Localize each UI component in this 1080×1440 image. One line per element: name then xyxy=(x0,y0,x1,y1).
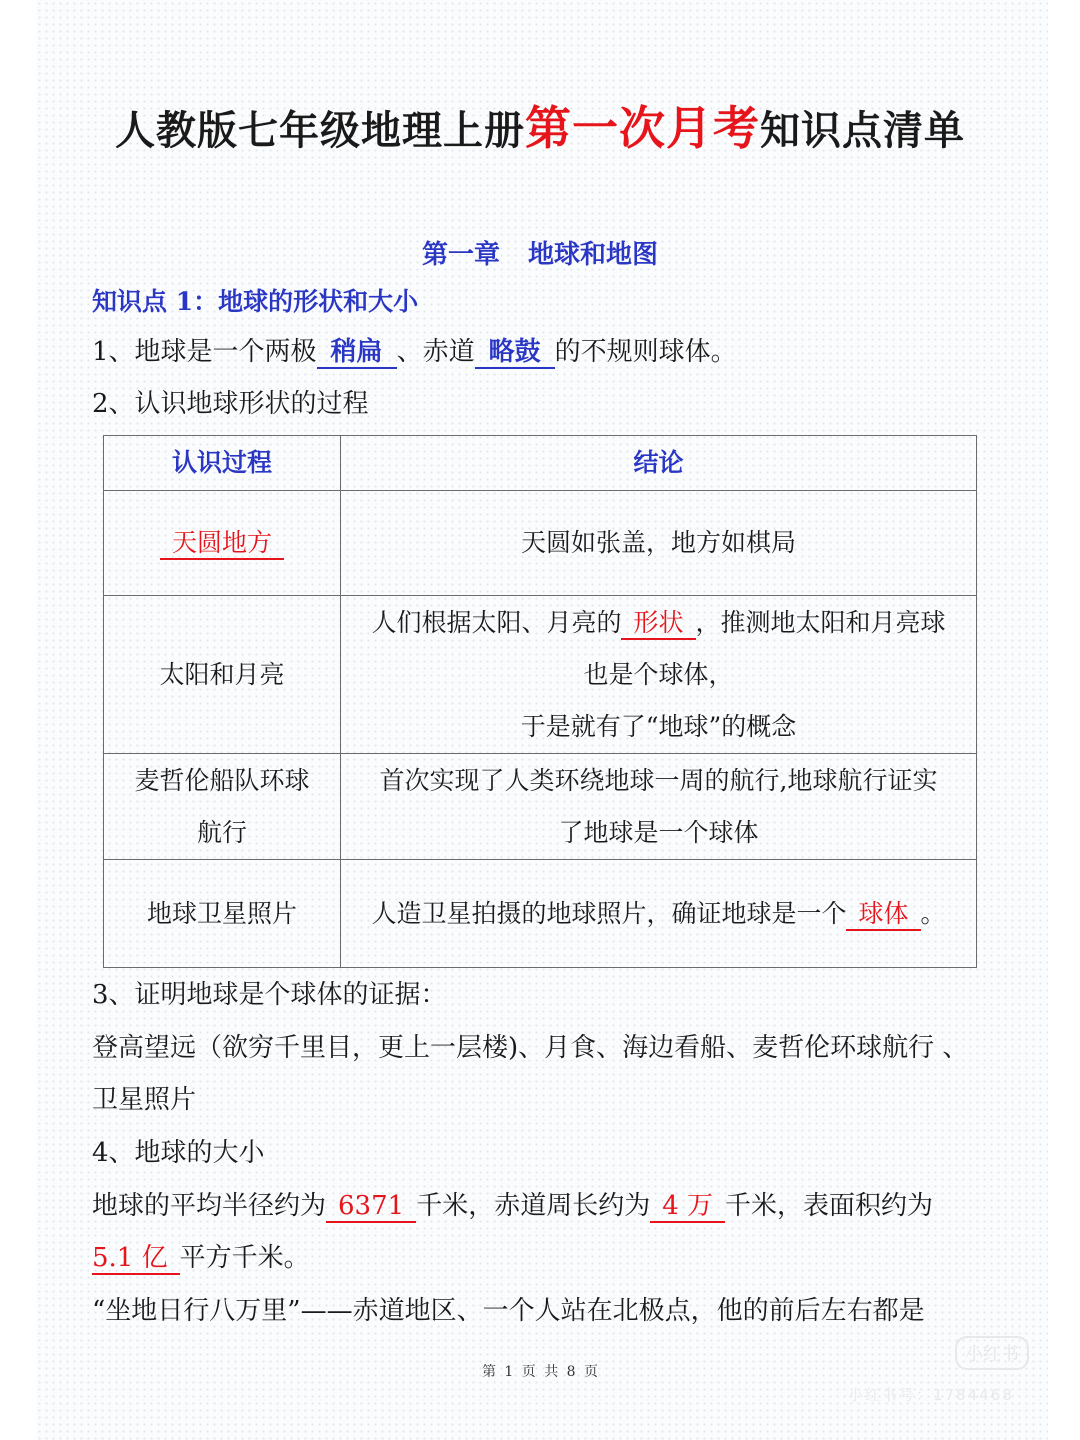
conclusion-post: 。 xyxy=(920,898,946,928)
item4-part3: 千米，表面积约为 xyxy=(725,1191,934,1221)
item4-size-line xyxy=(92,1188,933,1224)
title-prefix: 人教版七年级地理上册 xyxy=(115,107,525,154)
chapter-name: 地球和地图 xyxy=(528,240,659,270)
cell-process: 太阳和月亮 xyxy=(104,596,341,754)
item3-heading: 3、证明地球是个球体的证据： xyxy=(92,980,447,1010)
cell-conclusion: 天圆如张盖，地方如棋局 xyxy=(341,491,977,596)
conclusion-blank: 形状 xyxy=(621,608,695,640)
item4-part1: 地球的平均半径约为 xyxy=(92,1191,327,1221)
cell-conclusion xyxy=(341,754,977,860)
conclusion-pre: 人们根据太阳、月亮的 xyxy=(371,607,622,637)
conclusion-line: 首次实现了人类环绕地球一周的航行,地球航行证实 xyxy=(379,765,938,795)
watermark-logo: 小红书 xyxy=(955,1336,1029,1370)
conclusion-line xyxy=(347,597,970,649)
cell-process xyxy=(104,491,341,596)
conclusion-line: 于是就有了“地球”的概念 xyxy=(520,711,797,741)
item4-heading: 4、地球的大小 xyxy=(92,1138,265,1168)
cell-conclusion xyxy=(341,596,977,754)
cell-process xyxy=(104,754,341,860)
item3-evidence-line: 登高望远（欲穷千里目，更上一层楼)、月食、海边看船、麦哲伦环球航行 、 xyxy=(92,1033,969,1063)
earth-shape-process-table xyxy=(103,435,977,968)
conclusion-post: ，推测地太阳和月亮球 xyxy=(695,607,946,637)
table-row xyxy=(104,754,977,860)
table-row xyxy=(104,596,977,754)
table-header-row xyxy=(104,436,977,491)
area-blank: 5.1 亿 xyxy=(92,1243,180,1275)
knowledge-point-heading: 知识点 1：地球的形状和大小 xyxy=(92,287,419,316)
radius-blank: 6371 xyxy=(326,1191,416,1223)
item4-area-line xyxy=(92,1240,310,1276)
watermark-id: 小红书号：1784468 xyxy=(848,1386,1014,1404)
table-row xyxy=(104,860,977,968)
item4-part4: 平方千米。 xyxy=(179,1243,310,1273)
title-highlight: 第一次月考 xyxy=(525,101,760,155)
title-suffix: 知识点清单 xyxy=(760,107,965,154)
header-process: 认识过程 xyxy=(104,436,341,491)
item3-evidence-line: 卫星照片 xyxy=(92,1085,197,1115)
item1-part1: 1、地球是一个两极 xyxy=(92,337,317,367)
header-conclusion: 结论 xyxy=(341,436,977,491)
item1-part2: 、赤道 xyxy=(396,337,475,367)
process-line: 航行 xyxy=(196,817,247,847)
process-line: 麦哲伦船队环球 xyxy=(134,765,310,795)
circumference-blank: 4 万 xyxy=(650,1191,725,1223)
cell-process: 地球卫星照片 xyxy=(104,860,341,968)
item4-quote: “坐地日行八万里”——赤道地区、一个人站在北极点，他的前后左右都是 xyxy=(92,1296,925,1326)
item4-part2: 千米，赤道周长约为 xyxy=(416,1191,651,1221)
item1-blank2: 略鼓 xyxy=(475,337,555,369)
item1-line xyxy=(92,334,737,370)
item1-part3: 的不规则球体。 xyxy=(554,337,737,367)
conclusion-blank: 球体 xyxy=(846,899,920,931)
conclusion-line: 了地球是一个球体 xyxy=(558,817,759,847)
chapter-heading xyxy=(0,234,1080,271)
process-blank: 天圆地方 xyxy=(160,528,284,560)
page-number-footer: 第 1 页 共 8 页 xyxy=(481,1364,599,1380)
chapter-number: 第一章 xyxy=(421,240,500,270)
table-row xyxy=(104,491,977,596)
conclusion-pre: 人造卫星拍摄的地球照片，确证地球是一个 xyxy=(371,898,847,928)
conclusion-line: 也是个球体， xyxy=(583,659,734,689)
item1-blank1: 稍扁 xyxy=(317,337,397,369)
item2-heading: 2、认识地球形状的过程 xyxy=(92,389,369,419)
cell-conclusion xyxy=(341,860,977,968)
page-title xyxy=(0,92,1080,158)
